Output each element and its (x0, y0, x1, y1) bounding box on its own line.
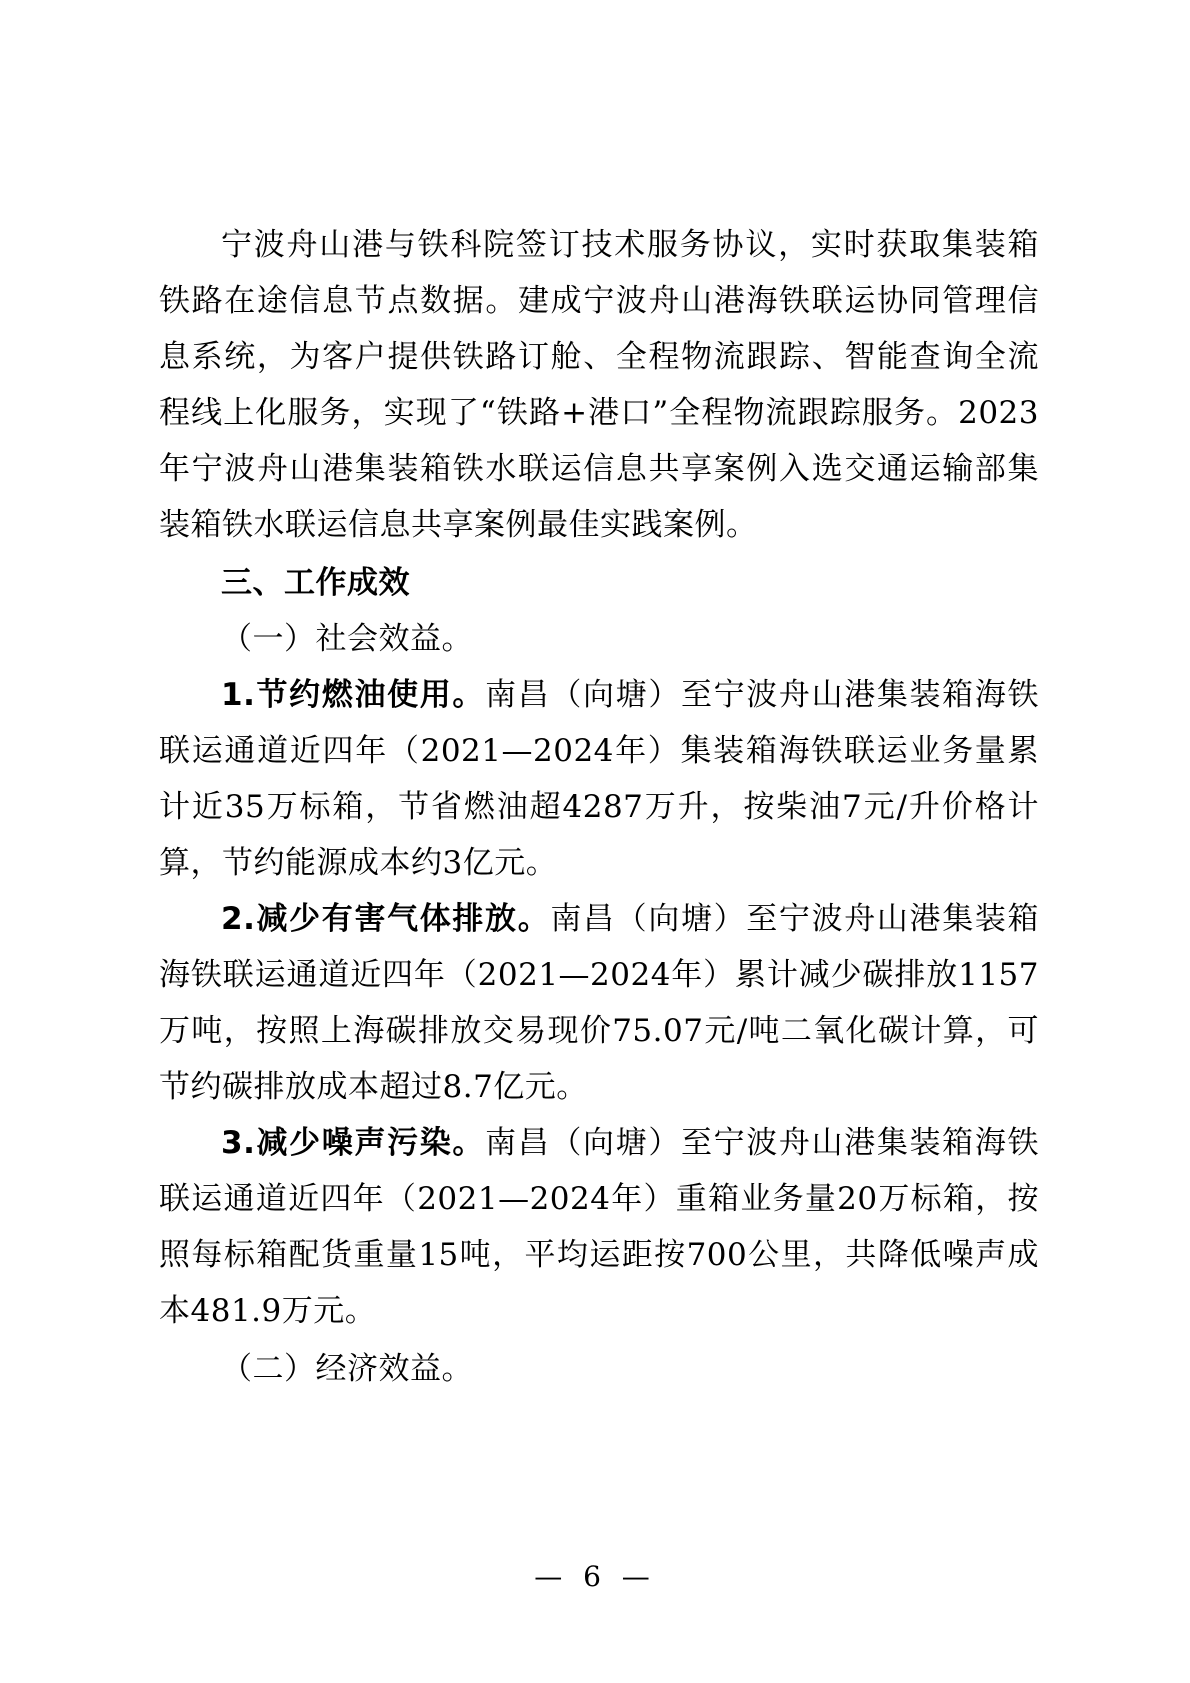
item-noise-reduction-lead: 3.减少噪声污染。 (221, 1125, 486, 1161)
item-fuel-saving-lead: 1.节约燃油使用。 (221, 677, 486, 713)
item-noise-reduction-text: 南昌（向塘）至宁波舟山港集装箱海铁联运通道近四年（2021—2024年）重箱业务量20万标箱，按照每标箱配货重量15吨，平均运距按700公里，共降低噪声成本481.9万元。 (159, 1125, 1039, 1329)
item-fuel-saving-text: 南昌（向塘）至宁波舟山港集装箱海铁联运通道近四年（2021—2024年）集装箱海铁联运业务量累计近35万标箱，节省燃油超4287万升，按柴油7元/升价格计算，节约能源成本约3亿元。 (159, 677, 1039, 881)
subheading-social-benefits: （一）社会效益。 (221, 621, 473, 657)
item-emission-reduction-text: 南昌（向塘）至宁波舟山港集装箱海铁联运通道近四年（2021—2024年）累计减少碳排放1157万吨，按照上海碳排放交易现价75.07元/吨二氧化碳计算，可节约碳排放成本超过8.7亿元。 (159, 901, 1039, 1105)
subheading-economic-benefits: （二）经济效益。 (221, 1351, 473, 1387)
item-fuel-saving (159, 667, 1039, 891)
section-heading-results: 三、工作成效 (221, 565, 410, 601)
page-number: — 6 — (534, 1560, 656, 1593)
item-emission-reduction (159, 891, 1039, 1115)
paragraph-info-system: 宁波舟山港与铁科院签订技术服务协议，实时获取集装箱铁路在途信息节点数据。建成宁波舟山港海铁联运协同管理信息系统，为客户提供铁路订舱、全程物流跟踪、智能查询全流程线上化服务，实现了“铁路+港口”全程物流跟踪服务。2023年宁波舟山港集装箱铁水联运信息共享案例入选交通运输部集装箱铁水联运信息共享案例最佳实践案例。 (159, 227, 1039, 543)
item-noise-reduction (159, 1115, 1039, 1339)
document-body (159, 217, 1039, 1397)
item-emission-reduction-lead: 2.减少有害气体排放。 (221, 901, 551, 937)
